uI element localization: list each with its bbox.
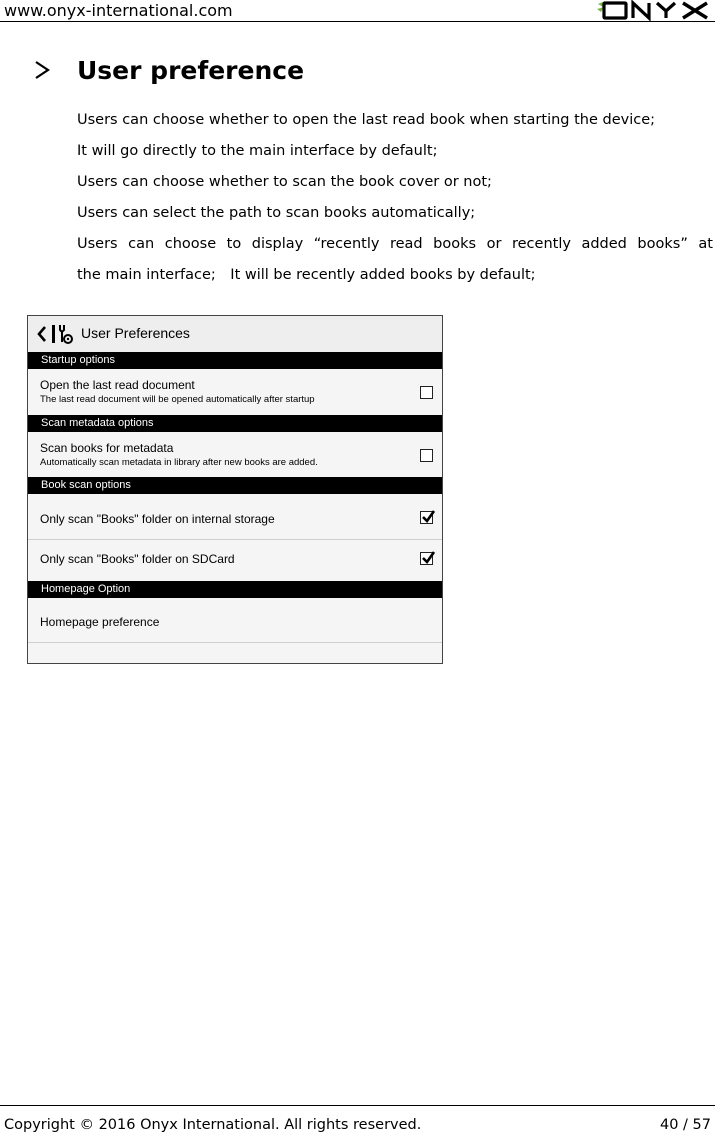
row-subtitle: The last read document will be opened automatically after startup: [40, 394, 315, 405]
onyx-logo: [595, 0, 715, 21]
paragraph-line: Users can choose whether to open the last read book when starting the device;: [77, 112, 656, 128]
word: books”: [637, 236, 688, 252]
row-open-last-document[interactable]: [28, 369, 442, 415]
back-icon[interactable]: [37, 325, 47, 343]
row-title: Only scan "Books" folder on internal storage: [40, 512, 275, 526]
word: choose: [164, 236, 217, 252]
paragraph-line: the main interface; It will be recently added books by default;: [77, 267, 536, 283]
paragraph-line: [77, 229, 713, 260]
word: read: [389, 236, 423, 252]
screen-titlebar: [28, 316, 442, 353]
row-scan-books-metadata[interactable]: [28, 432, 442, 476]
arrow-bullet-icon: [34, 60, 50, 80]
checkbox-scan-sdcard[interactable]: [420, 552, 433, 565]
band-scan-metadata-options: Scan metadata options: [28, 415, 442, 432]
checkbox-open-last-document[interactable]: [420, 386, 433, 399]
row-title: Open the last read document: [40, 378, 195, 392]
footer-divider: [0, 1105, 715, 1106]
header-url[interactable]: www.onyx-international.com: [4, 1, 233, 20]
word: recently: [511, 236, 571, 252]
row-title: Only scan "Books" folder on SDCard: [40, 552, 235, 566]
footer-copyright: Copyright © 2016 Onyx International. All rights reserved.: [4, 1117, 422, 1133]
band-homepage-option: Homepage Option: [28, 581, 442, 598]
band-startup-options: Startup options: [28, 352, 442, 369]
row-divider: [28, 642, 442, 643]
word: books: [433, 236, 477, 252]
checkmark-icon: [421, 550, 435, 565]
word: Users: [77, 236, 118, 252]
section-paragraph: [77, 105, 715, 291]
word: at: [698, 236, 713, 252]
checkbox-scan-books-metadata[interactable]: [420, 449, 433, 462]
row-title: Homepage preference: [40, 615, 160, 629]
row-homepage-preference[interactable]: [28, 598, 442, 642]
row-subtitle: Automatically scan metadata in library after new books are added.: [40, 457, 318, 468]
checkmark-icon: [421, 509, 435, 524]
band-book-scan-options: Book scan options: [28, 477, 442, 494]
screen-title: User Preferences: [81, 325, 190, 341]
tools-settings-icon: [50, 323, 74, 345]
row-title: Scan books for metadata: [40, 441, 174, 455]
row-scan-sdcard[interactable]: [28, 540, 442, 580]
word: or: [486, 236, 502, 252]
row-scan-internal-storage[interactable]: [28, 494, 442, 539]
paragraph-line: Users can select the path to scan books automatically;: [77, 205, 476, 221]
footer-page-number: 40 / 57: [659, 1117, 711, 1133]
paragraph-line: It will go directly to the main interface by default;: [77, 143, 438, 159]
section-title: User preference: [77, 56, 305, 85]
paragraph-line: Users can choose whether to scan the book cover or not;: [77, 174, 492, 190]
word: can: [128, 236, 155, 252]
word: to: [226, 236, 242, 252]
checkbox-scan-internal-storage[interactable]: [420, 511, 433, 524]
header-divider: [0, 21, 715, 22]
word: display: [251, 236, 304, 252]
user-preferences-screenshot: [27, 315, 443, 664]
word: added: [581, 236, 627, 252]
word: “recently: [313, 236, 380, 252]
